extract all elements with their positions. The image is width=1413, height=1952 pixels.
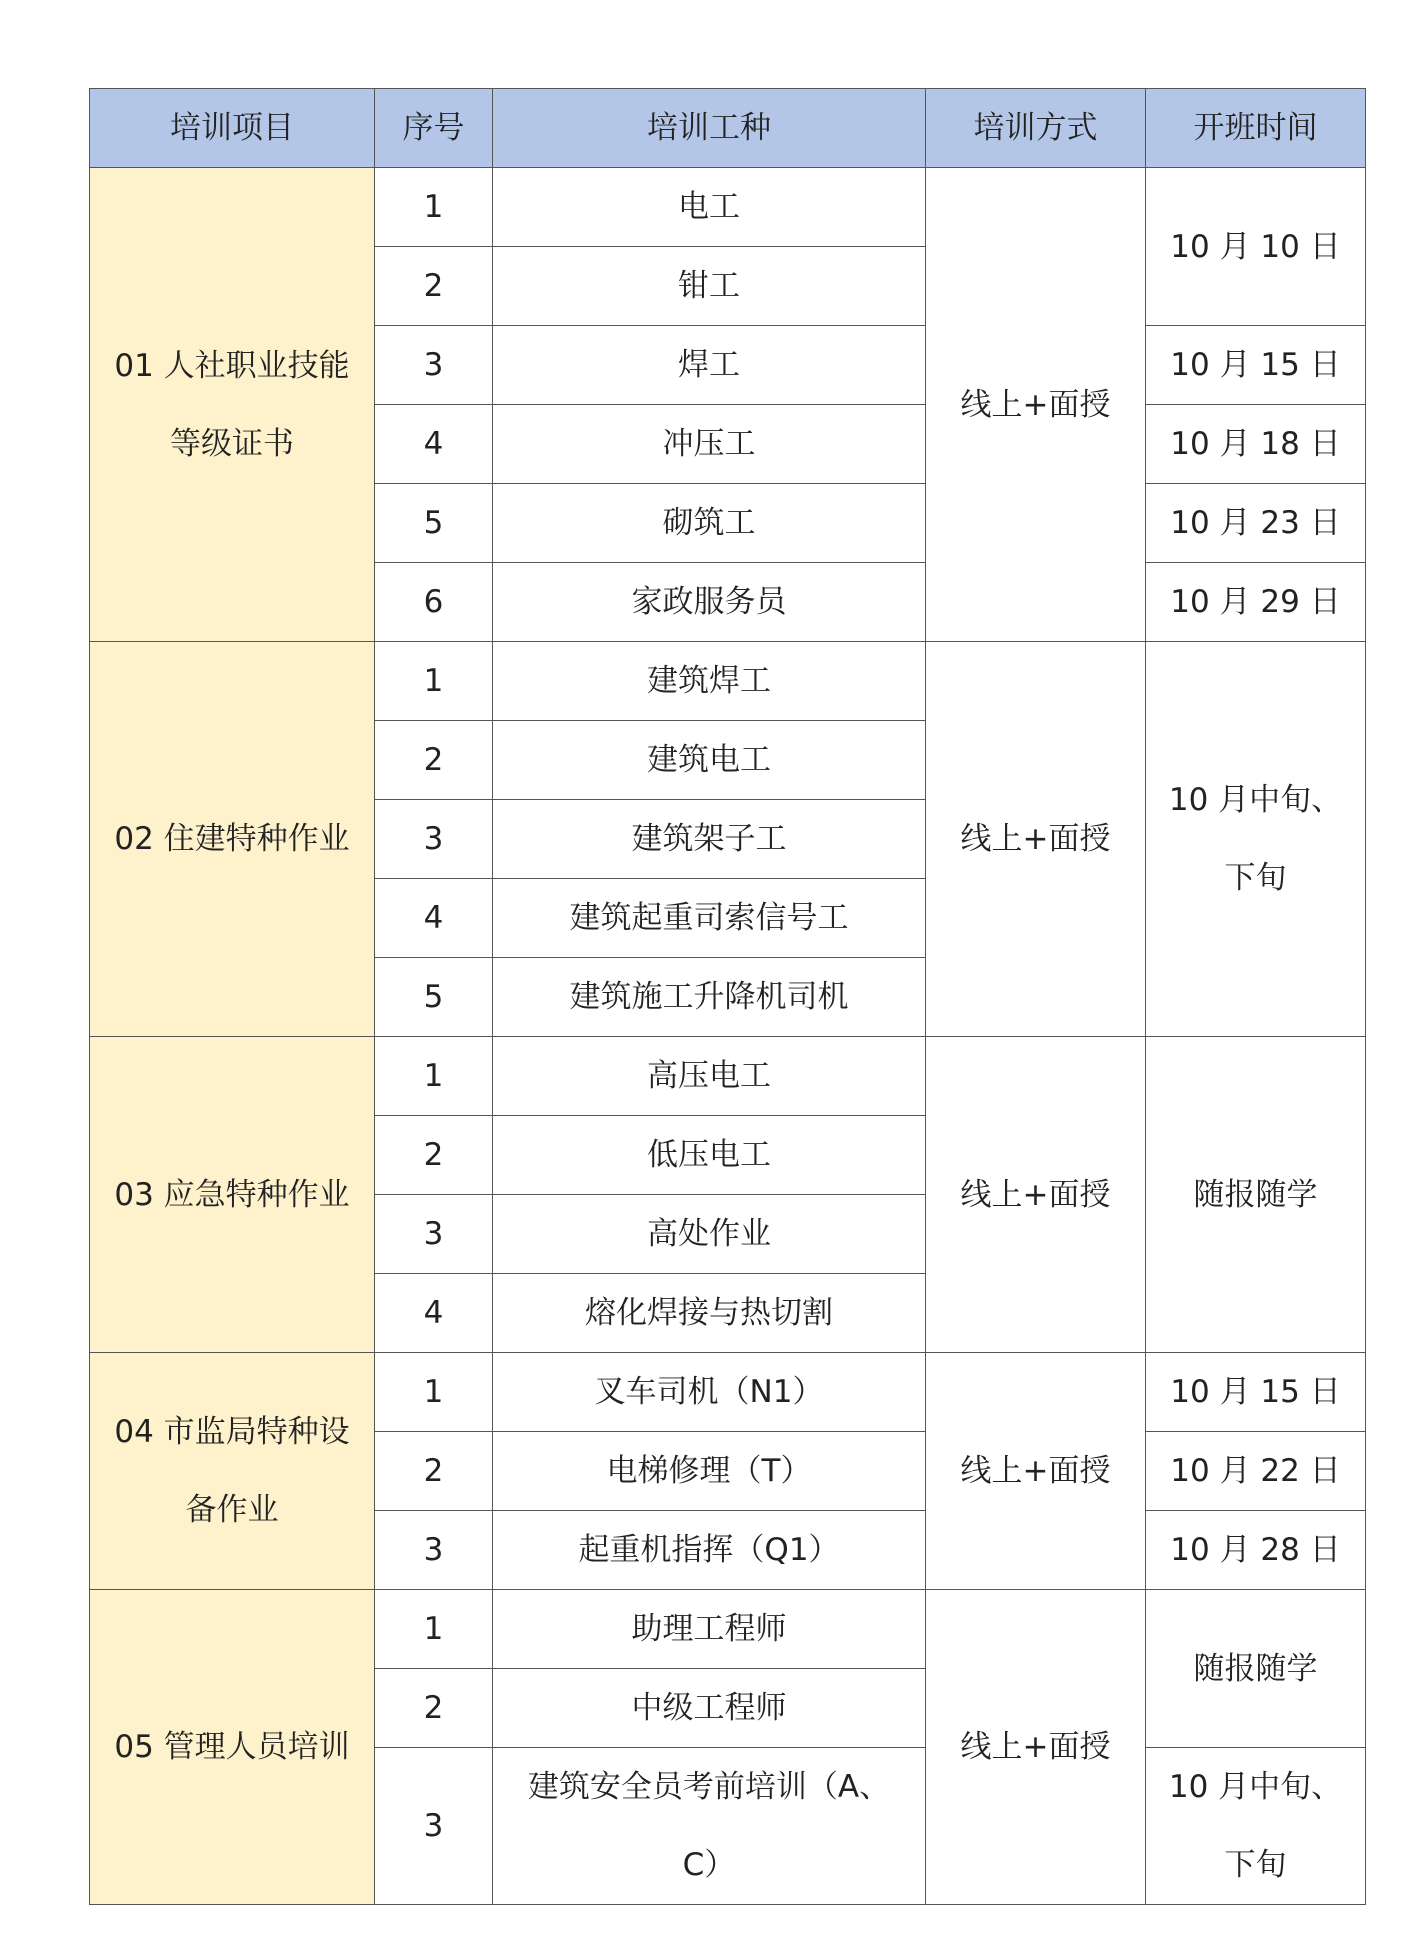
method-cell: 线上+面授	[926, 1353, 1146, 1590]
header-number: 序号	[375, 89, 493, 168]
start-time-cell: 随报随学	[1146, 1590, 1366, 1748]
project-line: 备作业	[185, 1492, 279, 1528]
job-type-cell: 电工	[493, 168, 926, 247]
table-row	[90, 1590, 1366, 1669]
number-cell: 3	[375, 1511, 493, 1590]
number-cell: 3	[375, 326, 493, 405]
job-type-cell: 钳工	[493, 247, 926, 326]
table-row	[90, 642, 1366, 721]
start-time-cell: 10 月 15 日	[1146, 1353, 1366, 1432]
table-row	[90, 168, 1366, 247]
job-type-line: 建筑安全员考前培训（A、	[527, 1769, 891, 1805]
start-time-cell: 10 月 10 日	[1146, 168, 1366, 326]
table-row	[90, 1037, 1366, 1116]
project-line: 等级证书	[170, 425, 294, 462]
job-type-cell: 家政服务员	[493, 563, 926, 642]
job-type-cell: 建筑焊工	[493, 642, 926, 721]
job-type-cell: 高压电工	[493, 1037, 926, 1116]
start-time-line: 下旬	[1224, 1847, 1287, 1883]
job-type-cell: 建筑起重司索信号工	[493, 879, 926, 958]
job-type-cell: 低压电工	[493, 1116, 926, 1195]
project-line: 01 人社职业技能	[114, 347, 350, 384]
start-time-line: 10 月中旬、	[1168, 1769, 1343, 1805]
number-cell: 4	[375, 405, 493, 484]
start-time-cell: 10 月 28 日	[1146, 1511, 1366, 1590]
method-cell: 线上+面授	[926, 642, 1146, 1037]
number-cell: 2	[375, 247, 493, 326]
project-cell	[90, 1353, 375, 1590]
job-type-cell: 起重机指挥（Q1）	[493, 1511, 926, 1590]
method-cell: 线上+面授	[926, 1037, 1146, 1353]
job-type-cell: 建筑施工升降机司机	[493, 958, 926, 1037]
number-cell: 5	[375, 958, 493, 1037]
number-cell: 1	[375, 1590, 493, 1669]
header-row	[90, 89, 1366, 168]
project-line: 03 应急特种作业	[114, 1176, 350, 1213]
table-body	[90, 168, 1366, 1905]
header-start-time: 开班时间	[1146, 89, 1366, 168]
job-type-cell: 助理工程师	[493, 1590, 926, 1669]
start-time-cell: 10 月 22 日	[1146, 1432, 1366, 1511]
start-time-line: 10 月中旬、	[1168, 782, 1343, 818]
number-cell: 1	[375, 168, 493, 247]
header-project: 培训项目	[90, 89, 375, 168]
start-time-cell	[1146, 1748, 1366, 1905]
number-cell: 5	[375, 484, 493, 563]
job-type-cell: 焊工	[493, 326, 926, 405]
header-job-type: 培训工种	[493, 89, 926, 168]
start-time-line: 下旬	[1224, 860, 1287, 896]
job-type-cell: 砌筑工	[493, 484, 926, 563]
job-type-cell: 建筑电工	[493, 721, 926, 800]
number-cell: 4	[375, 879, 493, 958]
job-type-cell: 叉车司机（N1）	[493, 1353, 926, 1432]
job-type-cell: 中级工程师	[493, 1669, 926, 1748]
number-cell: 1	[375, 1037, 493, 1116]
start-time-cell: 随报随学	[1146, 1037, 1366, 1353]
number-cell: 3	[375, 1748, 493, 1905]
number-cell: 3	[375, 800, 493, 879]
project-cell	[90, 642, 375, 1037]
number-cell: 2	[375, 1116, 493, 1195]
number-cell: 4	[375, 1274, 493, 1353]
number-cell: 2	[375, 1432, 493, 1511]
start-time-cell: 10 月 15 日	[1146, 326, 1366, 405]
table-row	[90, 1353, 1366, 1432]
start-time-cell: 10 月 23 日	[1146, 484, 1366, 563]
number-cell: 3	[375, 1195, 493, 1274]
job-type-cell: 电梯修理（T）	[493, 1432, 926, 1511]
job-type-cell: 高处作业	[493, 1195, 926, 1274]
project-line: 05 管理人员培训	[114, 1729, 350, 1765]
header-method: 培训方式	[926, 89, 1146, 168]
method-cell: 线上+面授	[926, 1590, 1146, 1905]
project-line: 04 市监局特种设	[114, 1414, 350, 1450]
project-line: 02 住建特种作业	[114, 821, 350, 857]
job-type-cell: 熔化焊接与热切割	[493, 1274, 926, 1353]
training-schedule-table	[89, 88, 1366, 1905]
number-cell: 6	[375, 563, 493, 642]
number-cell: 1	[375, 1353, 493, 1432]
project-cell	[90, 168, 375, 642]
start-time-cell	[1146, 642, 1366, 1037]
job-type-cell: 建筑架子工	[493, 800, 926, 879]
number-cell: 2	[375, 1669, 493, 1748]
number-cell: 1	[375, 642, 493, 721]
start-time-cell: 10 月 29 日	[1146, 563, 1366, 642]
job-type-cell	[493, 1748, 926, 1905]
job-type-cell: 冲压工	[493, 405, 926, 484]
project-cell	[90, 1590, 375, 1905]
method-cell: 线上+面授	[926, 168, 1146, 642]
job-type-line: C）	[682, 1847, 736, 1883]
start-time-cell: 10 月 18 日	[1146, 405, 1366, 484]
number-cell: 2	[375, 721, 493, 800]
project-cell	[90, 1037, 375, 1353]
